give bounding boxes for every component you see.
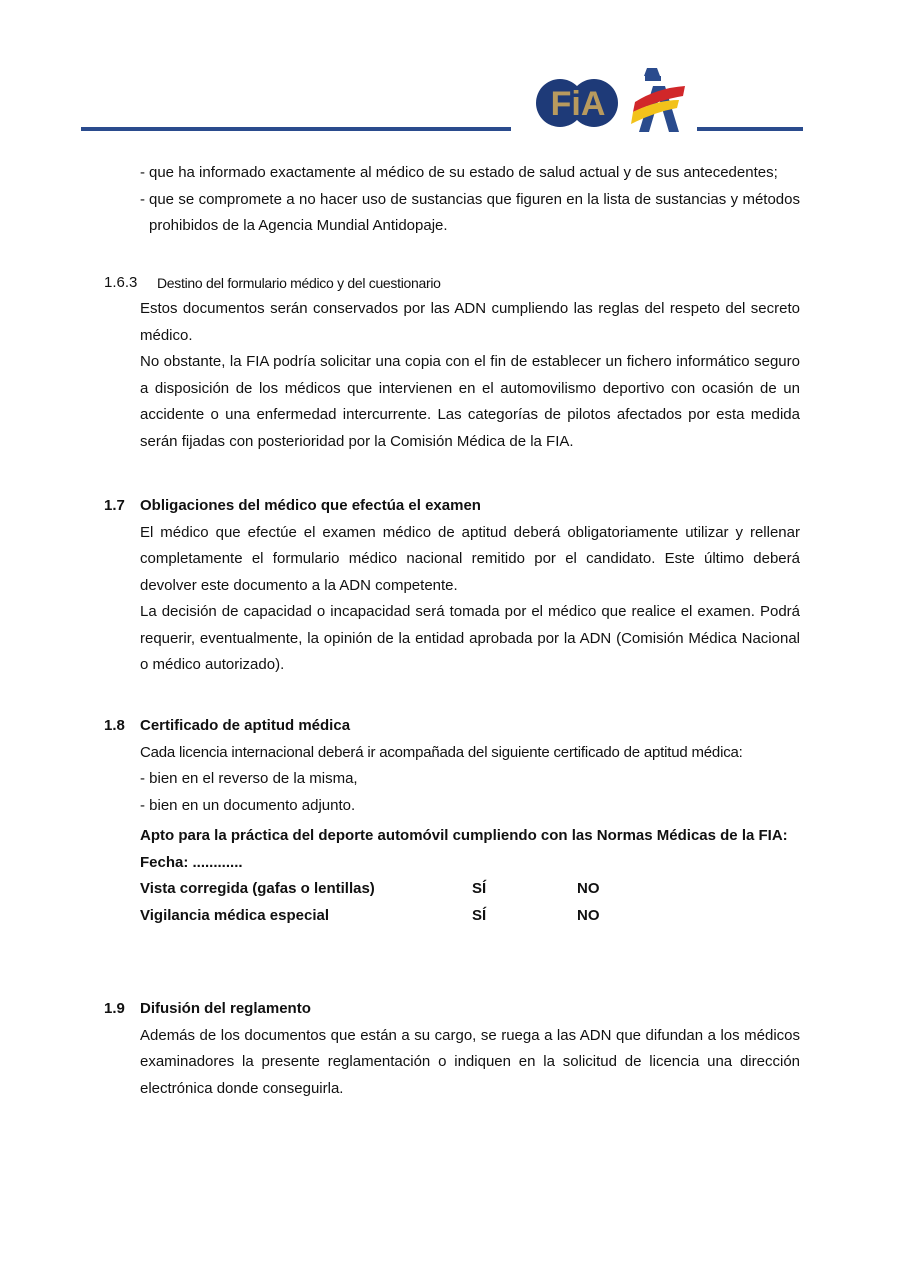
bullet-list <box>140 160 800 240</box>
text-line: - bien en el reverso de la misma, <box>140 770 358 787</box>
paragraph: La decisión de capacidad o incapacidad será tomada por el médico que realice el examen. Podrá requerir, eventualmente, la opinión de la entidad aprobada por la ADN (Comisión Médica Nacional o médico autorizado). <box>140 603 800 673</box>
list-item: - que ha informado exactamente al médico de su estado de salud actual y de sus antecedentes; <box>140 160 800 187</box>
certificate-statement: Apto para la práctica del deporte automóvil cumpliendo con las Normas Médicas de la FIA: <box>140 827 788 844</box>
rfeda-logo <box>627 66 689 134</box>
header-rule-right <box>697 127 803 131</box>
section-number: 1.8 <box>104 717 125 734</box>
paragraph: No obstante, la FIA podría solicitar una copia con el fin de establecer un fichero informático seguro a disposición de los médicos que intervienen en el automovilismo deportivo con ocasión de un accidente o una enfermedad intercurrente. Las categorías de pilotos afectados por esta medida serán fijadas con posterioridad por la Comisión Médica de la FIA. <box>140 353 800 450</box>
paragraph: Estos documentos serán conservados por las ADN cumpliendo las reglas del respeto del secreto médico. <box>140 300 800 344</box>
paragraph: Además de los documentos que están a su cargo, se ruega a las ADN que difundan a los médicos examinadores la presente reglamentación o indiquen en la solicitud de licencia una dirección electrónica donde conseguirla. <box>140 1026 800 1097</box>
row-label: Vista corregida (gafas o lentillas) <box>140 880 375 897</box>
text-line: - bien en un documento adjunto. <box>140 796 356 814</box>
section-title: Difusión del reglamento <box>140 1000 311 1017</box>
section-body <box>140 713 800 929</box>
no-option: NO <box>577 906 600 924</box>
section-number: 1.7 <box>104 497 125 514</box>
bullet-text: que se compromete a no hacer uso de sustancias que figuren en la lista de sustancias y métodos prohibidos de la Agencia Mundial Antidopaje. <box>149 190 800 234</box>
text-line: Cada licencia internacional deberá ir acompañada del siguiente certificado de aptitud médica: <box>140 743 743 761</box>
section-title: Destino del formulario médico y del cuestionario <box>157 275 441 291</box>
paragraph: El médico que efectúe el examen médico de aptitud deberá obligatoriamente utilizar y rellenar completamente el formulario médico nacional remitido por el candidato. Este último deberá devolver este documento a la ADN competente. <box>140 523 800 594</box>
no-option: NO <box>577 880 600 897</box>
list-item: - que se compromete a no hacer uso de sustancias que figuren en la lista de sustancias y métodos prohibidos de la Agencia Mundial Antidopaje. <box>140 187 800 240</box>
yes-option: SÍ <box>472 906 487 924</box>
section-body <box>140 296 800 455</box>
yes-option: SÍ <box>472 880 487 897</box>
section-body <box>140 996 800 1102</box>
section-body <box>140 493 800 679</box>
section-title: Certificado de aptitud médica <box>140 717 351 734</box>
bullet-text: que ha informado exactamente al médico de su estado de salud actual y de sus antecedentes; <box>149 164 778 181</box>
svg-text:FiA: FiA <box>550 85 606 123</box>
section-number: 1.6.3 <box>104 274 138 291</box>
certificate-row <box>140 876 800 903</box>
fia-logo <box>536 75 620 131</box>
section-title: Obligaciones del médico que efectúa el examen <box>140 497 481 514</box>
row-label: Vigilancia médica especial <box>140 906 329 924</box>
date-field: Fecha: ............ <box>140 853 243 871</box>
header-rule-left <box>81 127 511 131</box>
section-number: 1.9 <box>104 1000 125 1017</box>
certificate-row <box>140 903 800 930</box>
